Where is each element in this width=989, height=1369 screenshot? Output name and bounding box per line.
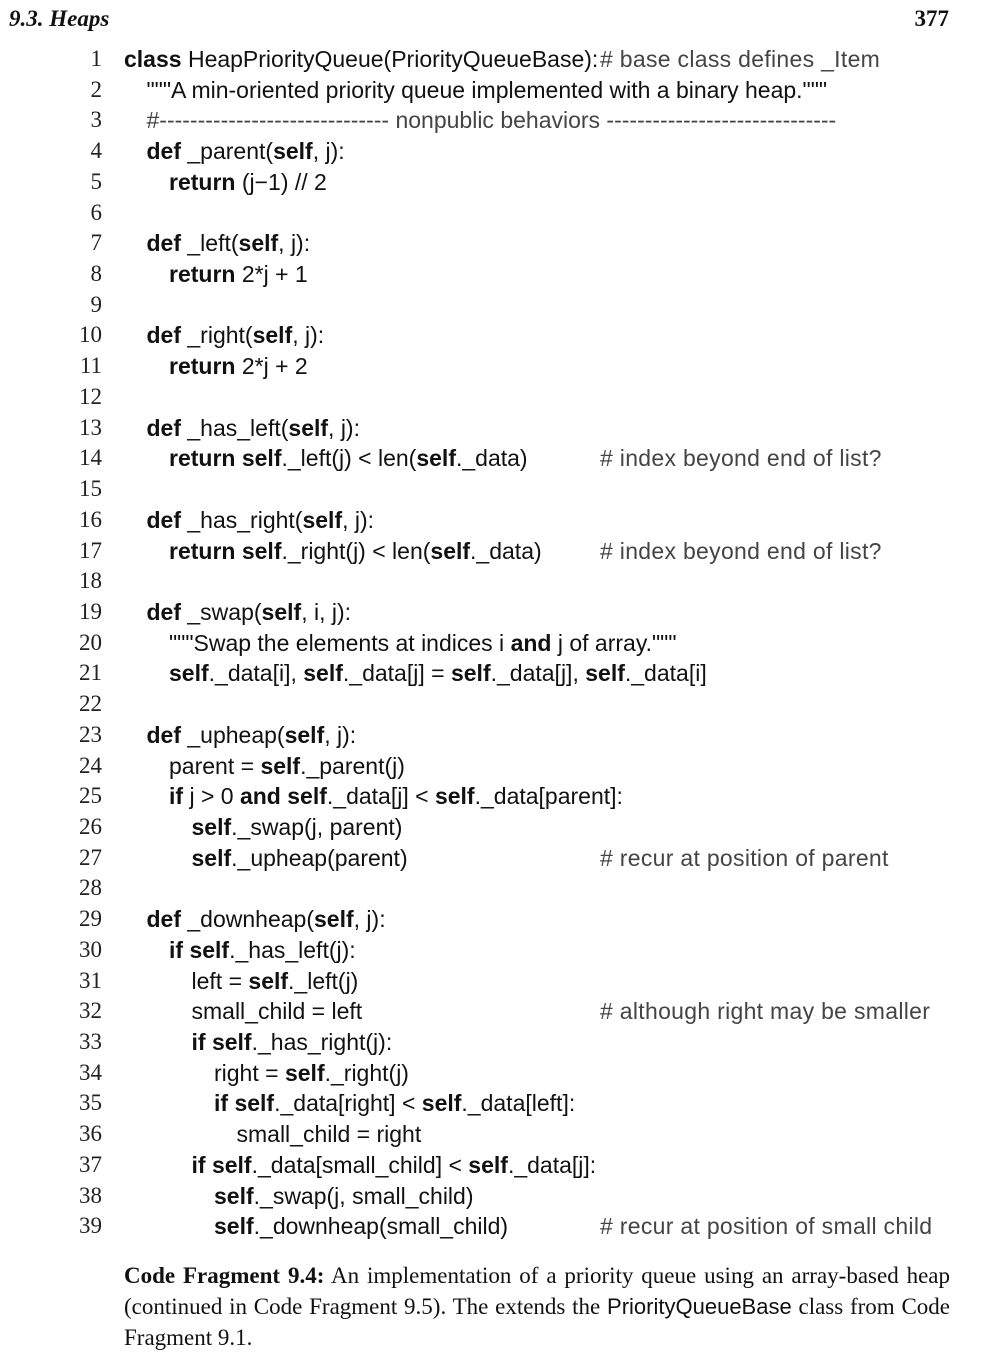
line-number: 31	[79, 967, 102, 993]
code-text: #------------------------------ nonpublic behaviors ------------------------------	[146, 107, 837, 134]
line-number: 16	[79, 506, 102, 532]
code-text: def _left(self, j):	[146, 230, 311, 257]
code-comment: # recur at position of parent	[600, 844, 889, 871]
code-line	[0, 935, 989, 966]
code-line	[0, 290, 989, 321]
code-comment: # index beyond end of list?	[600, 445, 882, 472]
code-text: class HeapPriorityQueue(PriorityQueueBase):	[124, 46, 599, 72]
section-heading: 9.3. Heaps	[9, 6, 110, 31]
code-line	[0, 1027, 989, 1058]
line-number: 32	[79, 998, 102, 1024]
code-line	[0, 966, 989, 997]
code-comment: # although right may be smaller	[600, 998, 931, 1025]
code-line	[0, 1058, 989, 1089]
code-line	[0, 259, 989, 290]
code-line	[0, 904, 989, 935]
code-line	[0, 812, 989, 843]
line-number: 20	[79, 629, 102, 655]
line-number: 33	[79, 1029, 102, 1054]
code-text: """A min-oriented priority queue implemented with a binary heap."""	[146, 76, 828, 103]
code-text: if self._data[small_child] < self._data[j]:	[191, 1151, 597, 1178]
code-line	[0, 474, 989, 505]
code-line	[0, 505, 989, 536]
code-line	[0, 44, 989, 75]
code-text: def _has_left(self, j):	[146, 414, 360, 441]
figure-caption	[124, 1260, 950, 1353]
code-line	[0, 136, 989, 167]
code-text: self._swap(j, small_child)	[214, 1182, 474, 1209]
line-number: 35	[79, 1090, 102, 1116]
line-number: 18	[79, 568, 102, 594]
code-line	[0, 443, 989, 474]
code-line	[0, 751, 989, 782]
code-line	[0, 628, 989, 659]
line-number: 29	[79, 906, 102, 932]
code-text: return 2*j + 2	[169, 353, 308, 380]
code-line	[0, 351, 989, 382]
code-text: if self._data[right] < self._data[left]:	[214, 1090, 576, 1117]
line-number: 28	[79, 875, 102, 901]
line-number: 3	[90, 107, 102, 133]
line-number: 4	[90, 138, 102, 164]
line-number: 39	[79, 1213, 102, 1239]
code-line	[0, 658, 989, 689]
code-line	[0, 873, 989, 904]
line-number: 15	[79, 476, 102, 502]
line-number: 14	[79, 445, 102, 471]
code-text: return (j−1) // 2	[169, 168, 327, 195]
code-text: if j > 0 and self._data[j] < self._data[parent]:	[169, 783, 623, 810]
code-text: return self._left(j) < len(self._data)	[169, 445, 528, 472]
code-text: def _parent(self, j):	[146, 138, 345, 165]
line-number: 12	[79, 383, 102, 409]
code-text: small_child = left	[191, 998, 363, 1025]
line-number: 30	[79, 936, 102, 962]
page-number: 377	[914, 6, 949, 31]
code-line	[0, 1119, 989, 1150]
code-line	[0, 781, 989, 812]
line-number: 17	[79, 537, 102, 563]
line-number: 9	[90, 291, 102, 317]
code-text: def _downheap(self, j):	[146, 906, 386, 933]
code-text: self._swap(j, parent)	[191, 813, 403, 840]
code-text: def _upheap(self, j):	[146, 721, 357, 748]
code-line	[0, 1181, 989, 1212]
caption-text-end: class from Code Fragment 9.1.	[124, 1294, 951, 1350]
code-text: """Swap the elements at indices i and j of array."""	[169, 629, 677, 656]
code-line	[0, 689, 989, 720]
line-number: 25	[79, 783, 102, 809]
line-number: 26	[79, 813, 102, 839]
code-line	[0, 228, 989, 259]
code-line	[0, 75, 989, 106]
code-comment: # base class defines _Item	[600, 46, 881, 72]
caption-text: An implementation of a priority queue using an array-based heap (continued in Code Fragment 9.5). The extends the	[124, 1263, 950, 1319]
line-number: 1	[90, 46, 102, 71]
caption-label: Code Fragment 9.4:	[124, 1263, 325, 1288]
code-comment: # recur at position of small child	[600, 1213, 933, 1240]
line-number: 23	[79, 721, 102, 747]
line-number: 34	[79, 1059, 102, 1085]
code-line	[0, 1150, 989, 1181]
line-number: 38	[79, 1182, 102, 1208]
line-number: 21	[79, 660, 102, 686]
code-text: self._downheap(small_child)	[214, 1213, 509, 1240]
code-text: def _right(self, j):	[146, 322, 325, 349]
code-line	[0, 167, 989, 198]
code-line	[0, 536, 989, 567]
line-number: 5	[90, 168, 102, 194]
code-line	[0, 720, 989, 751]
line-number: 8	[90, 261, 102, 287]
code-text: self._data[i], self._data[j] = self._data[j], self._data[i]	[169, 660, 707, 687]
code-text: small_child = right	[236, 1121, 422, 1148]
line-number: 27	[79, 844, 102, 870]
code-text: if self._has_left(j):	[169, 936, 356, 963]
code-line	[0, 597, 989, 628]
code-line	[0, 198, 989, 229]
code-line	[0, 320, 989, 351]
code-text: self._upheap(parent)	[191, 844, 408, 871]
code-line	[0, 382, 989, 413]
line-number: 19	[79, 598, 102, 624]
line-number: 7	[90, 230, 102, 256]
code-text: def _swap(self, i, j):	[146, 598, 352, 625]
code-text: right = self._right(j)	[214, 1059, 409, 1086]
line-number: 37	[79, 1151, 102, 1177]
line-number: 11	[79, 353, 102, 379]
code-line	[0, 105, 989, 136]
code-line	[0, 996, 989, 1027]
line-number: 36	[79, 1121, 102, 1147]
code-line	[0, 413, 989, 444]
code-text: parent = self._parent(j)	[169, 752, 405, 779]
code-text: left = self._left(j)	[191, 967, 359, 994]
line-number: 10	[79, 322, 102, 348]
code-listing	[0, 44, 989, 1242]
line-number: 13	[79, 414, 102, 440]
line-number: 22	[79, 691, 102, 717]
line-number: 6	[90, 199, 102, 225]
code-text: return self._right(j) < len(self._data)	[169, 537, 542, 564]
caption-class-name: PriorityQueueBase	[607, 1294, 792, 1319]
code-line	[0, 1088, 989, 1119]
code-line	[0, 1211, 989, 1242]
code-text: if self._has_right(j):	[191, 1029, 393, 1055]
code-text: def _has_right(self, j):	[146, 506, 375, 533]
code-text: return 2*j + 1	[169, 261, 308, 288]
line-number: 2	[90, 76, 102, 102]
code-line	[0, 566, 989, 597]
code-line	[0, 843, 989, 874]
line-number: 24	[79, 752, 102, 778]
code-comment: # index beyond end of list?	[600, 537, 882, 564]
